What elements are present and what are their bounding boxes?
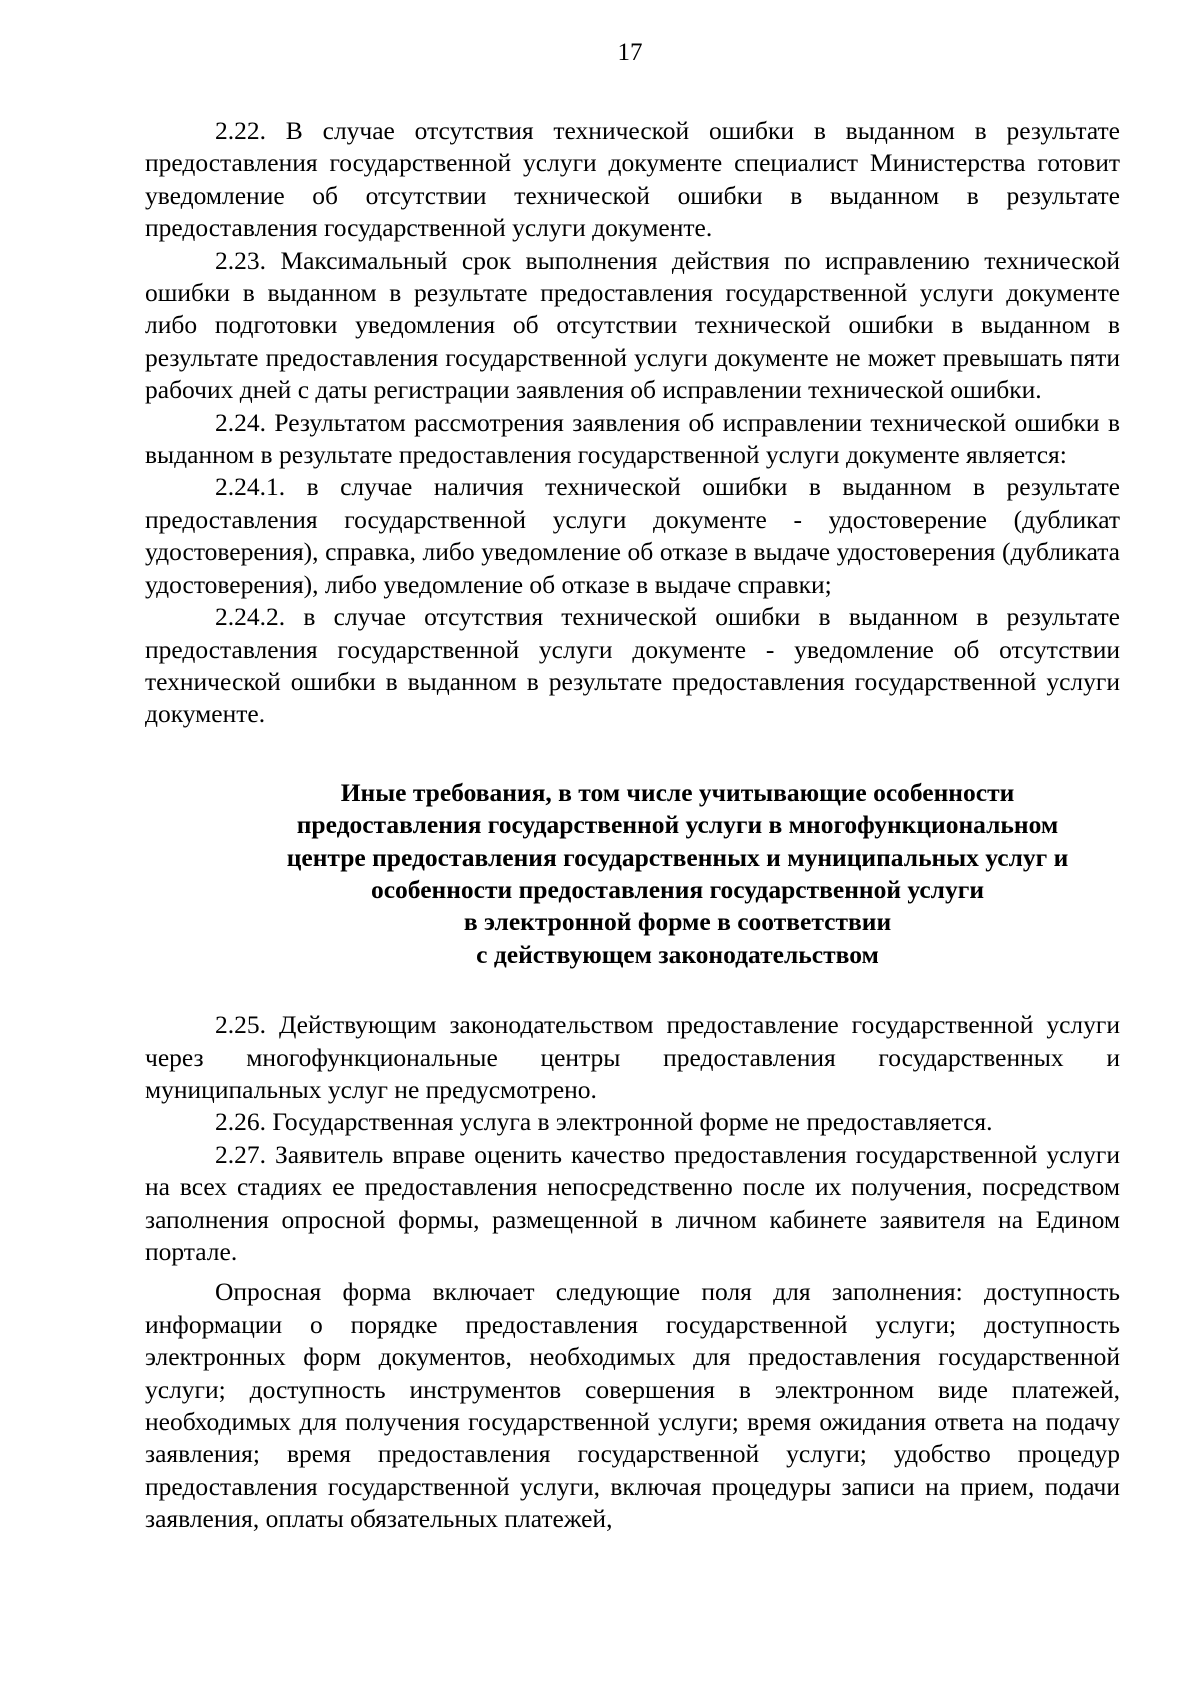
section-heading-line: с действующем законодательством <box>476 939 879 969</box>
section-heading-line: в электронной форме в соответствии <box>463 907 892 937</box>
paragraph-2-27: 2.27. Заявитель вправе оценить качество предоставления государственной услуги на всех стадиях ее предоставления непосредственно после их получения, посредством заполнения опросной формы, размещенной в личном кабинете заявителя на Едином портале. <box>145 1139 1120 1266</box>
section-heading-line: особенности предоставления государственной услуги <box>370 874 985 904</box>
paragraph-2-24: 2.24. Результатом рассмотрения заявления об исправлении технической ошибки в выданном в результате предоставления государственной услуги документе является: <box>145 407 1120 470</box>
section-heading-line: центре предоставления государственных и муниципальных услуг и <box>286 842 1069 872</box>
page-number: 17 <box>617 39 643 66</box>
paragraph-2-22: 2.22. В случае отсутствия технической ошибки в выданном в результате предоставления государственной услуги документе специалист Министерства готовит уведомление об отсутствии технической ошибки в выданном в результате предоставления государственной услуги документе. <box>145 116 1120 243</box>
section-heading-line: Иные требования, в том числе учитывающие особенности <box>340 777 1015 807</box>
paragraph-survey-form: Опросная форма включает следующие поля для заполнения: доступность информации о порядке предоставления государственной услуги; доступность электронных форм документов, необходимых для предоставления государственной услуги; доступность инструментов совершения в электронном виде платежей, необходимых для получения государственной услуги; время ожидания ответа на подачу заявления; время предоставления государственной услуги; удобство процедур предоставления государственной услуги, включая процедуры записи на прием, подачи заявления, оплаты обязательных платежей, <box>145 1277 1120 1534</box>
paragraph-gap <box>145 1268 1120 1276</box>
section-heading-line: предоставления государственной услуги в многофункциональном <box>296 810 1059 840</box>
paragraph-2-23: 2.23. Максимальный срок выполнения действия по исправлению технической ошибки в выданном в результате предоставления государственной услуги документе либо подготовки уведомления об отсутствии технической ошибки в выданном в результате предоставления государственной услуги документе не может превышать пяти рабочих дней с даты регистрации заявления об исправлении технической ошибки. <box>145 245 1120 405</box>
paragraph-2-24-2: 2.24.2. в случае отсутствия технической ошибки в выданном в результате предоставления государственной услуги документе - уведомление об отсутствии технической ошибки в выданном в результате предоставления государственной услуги документе. <box>145 602 1120 729</box>
paragraph-2-25: 2.25. Действующим законодательством предоставление государственной услуги через многофункциональные центры предоставления государственных и муниципальных услуг не предусмотрено. <box>145 1010 1120 1104</box>
paragraph-2-26: 2.26. Государственная услуга в электронной форме не предоставляется. <box>215 1107 993 1137</box>
paragraph-2-24-1: 2.24.1. в случае наличия технической ошибки в выданном в результате предоставления государственной услуги документе - удостоверение (дубликат удостоверения), справка, либо уведомление об отказе в выдаче удостоверения (дубликата удостоверения), либо уведомление об отказе в выдаче справки; <box>145 472 1120 599</box>
section-heading <box>145 777 1120 971</box>
document-body <box>145 115 1120 1536</box>
